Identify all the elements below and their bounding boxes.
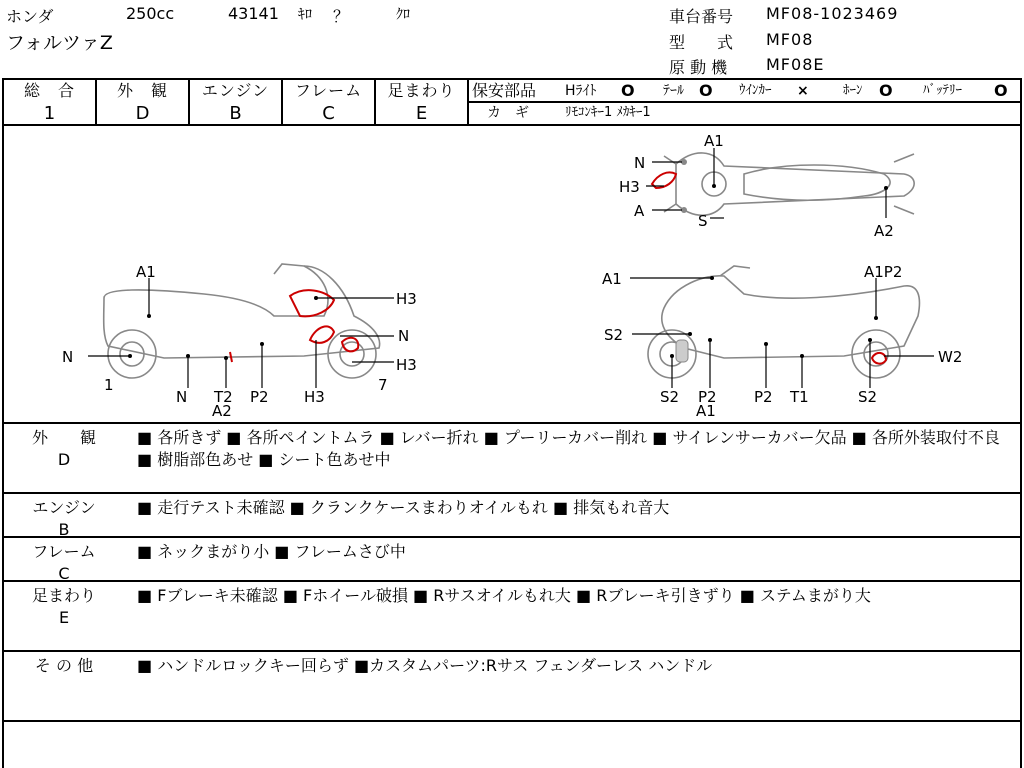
grade-value: B — [229, 103, 242, 124]
label-right-t1: T1 — [790, 388, 809, 406]
mileage-unit: ｷﾛ — [298, 7, 312, 23]
label-left-one: 1 — [104, 376, 114, 394]
note-label-grade: E — [58, 608, 70, 627]
note-row-other — [4, 652, 1020, 722]
label-top-s: S — [698, 212, 708, 230]
type-label: 型 式 — [669, 33, 734, 52]
note-label-grade: C — [58, 564, 70, 583]
note-text: ■ 各所きず ■ 各所ペイントムラ ■ レバー折れ ■ プーリーカバー削れ ■ サイレンサーカバー欠品 ■ 各所外装取付不良 ■ 樹脂部色あせ ■ シート色あせ中 — [137, 428, 1000, 469]
scooter-top-view — [652, 153, 914, 215]
engine-value: MF08E — [766, 55, 825, 74]
grade-label: 外 観 — [116, 81, 168, 100]
grade-table — [2, 78, 469, 126]
note-label-title: 外 観 — [31, 428, 96, 447]
note-label-title: エンジン — [32, 498, 96, 517]
grade-engine — [190, 80, 283, 124]
grade-label: エンジン — [201, 81, 270, 100]
frame-number: MF08-1023469 — [766, 4, 899, 23]
condition-notes — [2, 424, 1022, 768]
scooter-left-view — [104, 264, 380, 378]
grade-label: 足まわり — [387, 81, 456, 100]
vehicle-header — [0, 0, 1024, 78]
type-value: MF08 — [766, 30, 814, 49]
grade-value: D — [135, 103, 150, 124]
horn-label: ﾎｰﾝ — [843, 83, 863, 98]
label-left-h3c: H3 — [304, 388, 325, 406]
key-label: カ ギ — [487, 105, 529, 121]
label-right-a1p2: A1P2 — [864, 263, 903, 281]
engine-label: 原 動 機 — [669, 58, 728, 77]
maker: ホンダ — [6, 7, 54, 26]
mileage: 43141 — [228, 4, 279, 23]
battery-label: ﾊﾞｯﾃﾘｰ — [923, 83, 962, 98]
label-top-a1: A1 — [704, 132, 724, 150]
label-right-w2: W2 — [938, 348, 963, 366]
tail-label: ﾃｰﾙ — [663, 83, 684, 99]
grade-value: E — [415, 103, 428, 124]
label-right-s2a: S2 — [604, 326, 624, 344]
model-name: フォルツァZ — [6, 32, 113, 54]
note-label-grade: D — [57, 450, 71, 469]
label-left-a1: A1 — [136, 263, 156, 281]
winker-label: ｳｲﾝｶｰ — [739, 83, 772, 98]
scooter-diagram-svg — [4, 126, 1020, 422]
note-label-title: そ の 他 — [34, 656, 94, 675]
note-row-engine — [4, 494, 1020, 538]
note-row-frame — [4, 538, 1020, 582]
safety-parts — [467, 78, 1022, 126]
note-label — [4, 497, 124, 541]
note-label — [4, 541, 124, 585]
note-label-title: 足まわり — [31, 586, 96, 605]
note-label — [4, 427, 124, 471]
winker-status: × — [797, 83, 809, 99]
note-label-title: フレーム — [32, 542, 96, 561]
battery-status: O — [994, 81, 1008, 100]
label-right-p2b: P2 — [754, 388, 773, 406]
safety-parts-row — [467, 80, 1020, 103]
frame-number-label: 車台番号 — [669, 7, 734, 26]
note-text: ■ ハンドルロックキー回らず ■カスタムパーツ:Rサス フェンダーレス ハンドル — [137, 656, 713, 675]
grade-value: 1 — [43, 103, 56, 124]
left-view-labels — [62, 263, 417, 420]
grade-suspension — [376, 80, 467, 124]
label-left-h3b: H3 — [396, 356, 417, 374]
safety-title: 保安部品 — [472, 81, 537, 100]
note-text: ■ Fブレーキ未確認 ■ Fホイール破損 ■ Rサスオイルもれ大 ■ Rブレーキ引きずり ■ ステムまがり大 — [137, 586, 871, 605]
top-view-labels — [619, 132, 894, 240]
headlight-label: Hﾗｲﾄ — [565, 83, 597, 99]
note-label-grade: B — [58, 520, 70, 539]
displacement: 250cc — [126, 4, 175, 23]
label-left-n-bottom: N — [176, 388, 188, 406]
note-text: ■ ネックまがり小 ■ フレームさび中 — [137, 542, 406, 561]
note-text: ■ 走行テスト未確認 ■ クランクケースまわりオイルもれ ■ 排気もれ音大 — [137, 498, 670, 517]
grade-overall — [4, 80, 97, 124]
label-top-a2: A2 — [874, 222, 894, 240]
grade-label: フレーム — [294, 81, 363, 100]
unknown-mark: ？ — [333, 7, 350, 26]
note-row-exterior — [4, 424, 1020, 494]
label-top-a: A — [634, 202, 645, 220]
label-left-n-left: N — [62, 348, 74, 366]
label-left-p2: P2 — [250, 388, 269, 406]
note-label — [4, 655, 124, 677]
body-color: ｸﾛ — [396, 7, 410, 23]
label-left-t2: T2 — [214, 388, 233, 406]
label-right-s2c: S2 — [858, 388, 878, 406]
grade-exterior — [97, 80, 190, 124]
label-left-h3a: H3 — [396, 290, 417, 308]
label-right-a1: A1 — [602, 270, 622, 288]
label-right-a1b: A1 — [696, 402, 716, 420]
note-row-suspension — [4, 582, 1020, 652]
tail-status: O — [699, 81, 713, 100]
label-left-n-right: N — [398, 327, 410, 345]
key-value: ﾘﾓｺﾝｷｰ1 ﾒｶｷｰ1 — [565, 105, 651, 120]
label-left-a2: A2 — [212, 402, 232, 420]
label-right-s2b: S2 — [660, 388, 680, 406]
grade-frame — [283, 80, 376, 124]
label-left-seven: 7 — [378, 376, 388, 394]
damage-diagram — [2, 126, 1022, 424]
grade-label: 総 合 — [23, 81, 75, 100]
key-row — [467, 103, 1020, 124]
horn-status: O — [879, 81, 893, 100]
label-right-p2: P2 — [698, 388, 717, 406]
label-top-n: N — [634, 154, 646, 172]
grade-value: C — [322, 103, 335, 124]
note-label — [4, 585, 124, 629]
scooter-right-view — [648, 266, 919, 378]
headlight-status: O — [621, 81, 635, 100]
label-top-h3: H3 — [619, 178, 640, 196]
